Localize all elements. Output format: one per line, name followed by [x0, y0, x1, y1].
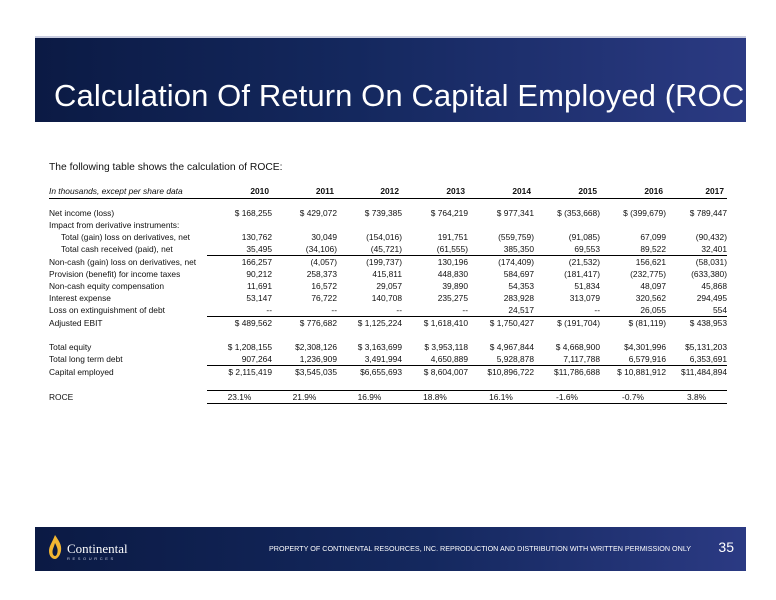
cell-value: 385,350 — [468, 243, 534, 256]
cell-value: $ 4,967,844 — [489, 342, 534, 352]
cell-value: 30,049 — [311, 232, 337, 242]
cell-value: 130,196 — [437, 257, 468, 267]
row-label: ROCE — [49, 392, 74, 402]
cell-value: 21.9% — [272, 391, 337, 404]
row-label: Non-cash equity compensation — [49, 281, 164, 291]
cell-value: 54,353 — [508, 281, 534, 291]
cell-value: $6,655,693 — [360, 367, 402, 377]
company-logo — [47, 534, 147, 564]
row-label: Total (gain) loss on derivatives, net — [61, 232, 190, 242]
year-header: 2017 — [666, 184, 727, 199]
cell-value: $ (81,119) — [628, 318, 666, 328]
row-label: Total cash received (paid), net — [61, 244, 173, 255]
table-row-roce — [49, 391, 727, 404]
cell-value: 76,722 — [311, 293, 337, 303]
cell-value: 16.1% — [468, 391, 534, 404]
cell-value: (58,031) — [695, 257, 727, 267]
page-number: 35 — [718, 539, 734, 555]
cell-value: $ 1,125,224 — [357, 318, 402, 328]
cell-value: -- — [402, 304, 468, 317]
cell-value: 16.9% — [337, 391, 402, 404]
cell-value: (154,016) — [366, 232, 402, 242]
table-row — [49, 207, 727, 219]
cell-value: (232,775) — [630, 269, 666, 279]
cell-value: -- — [534, 304, 600, 317]
cell-value: $11,484,894 — [681, 367, 727, 377]
table-row — [49, 231, 727, 243]
flame-icon — [47, 534, 63, 560]
table-row — [49, 219, 727, 231]
cell-value: 32,401 — [666, 243, 727, 256]
table-row — [49, 317, 727, 330]
footer-bar — [35, 527, 746, 571]
cell-value: $ 739,385 — [364, 208, 402, 218]
cell-value: 45,868 — [701, 281, 727, 291]
cell-value: $2,308,126 — [295, 342, 337, 352]
table-row — [49, 280, 727, 292]
cell-value: $ 8,604,007 — [423, 367, 468, 377]
cell-value: (4,057) — [310, 257, 337, 267]
cell-value: 23.1% — [207, 391, 272, 404]
row-label: Interest expense — [49, 293, 111, 303]
cell-value: $ 429,072 — [299, 208, 337, 218]
row-label: Adjusted EBIT — [49, 317, 103, 328]
cell-value: 283,928 — [503, 293, 534, 303]
cell-value: 29,057 — [376, 281, 402, 291]
cell-value: 53,147 — [246, 293, 272, 303]
footer-disclaimer: PROPERTY OF CONTINENTAL RESOURCES, INC. REPRODUCTION AND DISTRIBUTION WITH WRITTEN PERMISSION ONLY — [269, 544, 692, 553]
cell-value: $ (191,704) — [557, 318, 600, 328]
cell-value: 6,353,691 — [666, 353, 727, 366]
year-header: 2012 — [337, 184, 402, 199]
cell-value: (61,555) — [402, 243, 468, 256]
cell-value: $ 10,881,912 — [617, 367, 666, 377]
table-row — [49, 243, 727, 256]
cell-value: 67,099 — [640, 232, 666, 242]
row-label: Capital employed — [49, 366, 114, 377]
cell-value: 554 — [666, 304, 727, 317]
table-row — [49, 353, 727, 366]
cell-value: 24,517 — [468, 304, 534, 317]
table-row — [49, 341, 727, 353]
units-label: In thousands, except per share data — [49, 184, 207, 199]
cell-value: (91,085) — [568, 232, 600, 242]
cell-value: (45,721) — [337, 243, 402, 256]
logo-subtext: RESOURCES — [67, 556, 116, 561]
table-row — [49, 366, 727, 379]
row-label: Loss on extinguishment of debt — [49, 305, 165, 316]
year-header: 2011 — [272, 184, 337, 199]
cell-value: (34,106) — [272, 243, 337, 256]
year-header: 2014 — [468, 184, 534, 199]
cell-value: 415,811 — [372, 269, 402, 279]
cell-value: $ 168,255 — [234, 208, 272, 218]
cell-value: (181,417) — [564, 269, 600, 279]
cell-value: 16,572 — [311, 281, 337, 291]
table-row — [49, 268, 727, 280]
year-header: 2016 — [600, 184, 666, 199]
cell-value: 48,097 — [640, 281, 666, 291]
cell-value: (21,532) — [568, 257, 600, 267]
cell-value: 156,621 — [635, 257, 666, 267]
cell-value: 140,708 — [371, 293, 402, 303]
cell-value: (90,432) — [695, 232, 727, 242]
cell-value: $ 776,682 — [299, 318, 337, 328]
cell-value: $ 1,208,155 — [227, 342, 272, 352]
cell-value: $11,786,688 — [554, 367, 600, 377]
cell-value: 26,055 — [600, 304, 666, 317]
table-row — [49, 256, 727, 269]
table-row — [49, 304, 727, 317]
year-header: 2010 — [207, 184, 272, 199]
cell-value: 235,275 — [437, 293, 468, 303]
cell-value: 69,553 — [534, 243, 600, 256]
cell-value: (559,759) — [498, 232, 534, 242]
row-label: Total long term debt — [49, 354, 123, 365]
cell-value: $ (353,668) — [557, 208, 600, 218]
cell-value: $ 3,953,118 — [424, 342, 468, 352]
cell-value: 258,373 — [306, 269, 337, 279]
cell-value: 294,495 — [696, 293, 727, 303]
row-label: Non-cash (gain) loss on derivatives, net — [49, 256, 197, 267]
cell-value: 320,562 — [635, 293, 666, 303]
cell-value: 51,834 — [574, 281, 600, 291]
cell-value: $ (399,679) — [623, 208, 666, 218]
cell-value: 5,928,878 — [468, 353, 534, 366]
intro-text: The following table shows the calculation of ROCE: — [49, 162, 283, 173]
cell-value: 166,257 — [241, 257, 272, 267]
cell-value: 130,762 — [241, 232, 272, 242]
cell-value: (174,409) — [498, 257, 534, 267]
cell-value: 6,579,916 — [600, 353, 666, 366]
row-label: Provision (benefit) for income taxes — [49, 269, 181, 279]
cell-value: $ 3,163,699 — [357, 342, 402, 352]
row-label: Net income (loss) — [49, 208, 115, 218]
logo-text: Continental — [67, 541, 128, 556]
row-label: Impact from derivative instruments: — [49, 220, 180, 230]
cell-value: 18.8% — [402, 391, 468, 404]
cell-value: 1,236,909 — [272, 353, 337, 366]
year-header: 2013 — [402, 184, 468, 199]
cell-value: 313,079 — [569, 293, 600, 303]
slide-title: Calculation Of Return On Capital Employed (ROCE) — [54, 78, 776, 113]
cell-value: $ 489,562 — [234, 318, 272, 328]
cell-value: 39,890 — [442, 281, 468, 291]
cell-value: $ 2,115,419 — [228, 367, 272, 377]
cell-value: 907,264 — [207, 353, 272, 366]
row-label: Total equity — [49, 342, 92, 352]
roce-table — [49, 184, 727, 404]
cell-value: $4,301,996 — [624, 342, 666, 352]
cell-value: 35,495 — [207, 243, 272, 256]
cell-value: $ 789,447 — [689, 208, 727, 218]
cell-value: 11,691 — [247, 281, 272, 291]
cell-value: $5,131,203 — [685, 342, 727, 352]
cell-value: $ 438,953 — [689, 318, 727, 328]
table-header-row — [49, 184, 727, 199]
cell-value: 4,650,889 — [402, 353, 468, 366]
cell-value: $3,545,035 — [295, 367, 337, 377]
title-banner — [35, 36, 776, 122]
cell-value: 3,491,994 — [337, 353, 402, 366]
cell-value: $ 1,750,427 — [489, 318, 534, 328]
cell-value: 448,830 — [437, 269, 468, 279]
cell-value: $ 764,219 — [430, 208, 468, 218]
cell-value: -1.6% — [534, 391, 600, 404]
cell-value: 7,117,788 — [534, 353, 600, 366]
cell-value: 89,522 — [600, 243, 666, 256]
cell-value: 191,751 — [437, 232, 468, 242]
cell-value: $ 1,618,410 — [423, 318, 468, 328]
cell-value: $10,896,722 — [487, 367, 534, 377]
cell-value: -- — [272, 304, 337, 317]
year-header: 2015 — [534, 184, 600, 199]
cell-value: -- — [207, 304, 272, 317]
cell-value: (199,737) — [366, 257, 402, 267]
table-row — [49, 292, 727, 304]
cell-value: (633,380) — [691, 269, 727, 279]
cell-value: 584,697 — [503, 269, 534, 279]
cell-value: -- — [337, 304, 402, 317]
cell-value: -0.7% — [600, 391, 666, 404]
cell-value: $ 977,341 — [496, 208, 534, 218]
cell-value: 90,212 — [246, 269, 272, 279]
cell-value: 3.8% — [666, 391, 727, 404]
cell-value: $ 4,668,900 — [555, 342, 600, 352]
